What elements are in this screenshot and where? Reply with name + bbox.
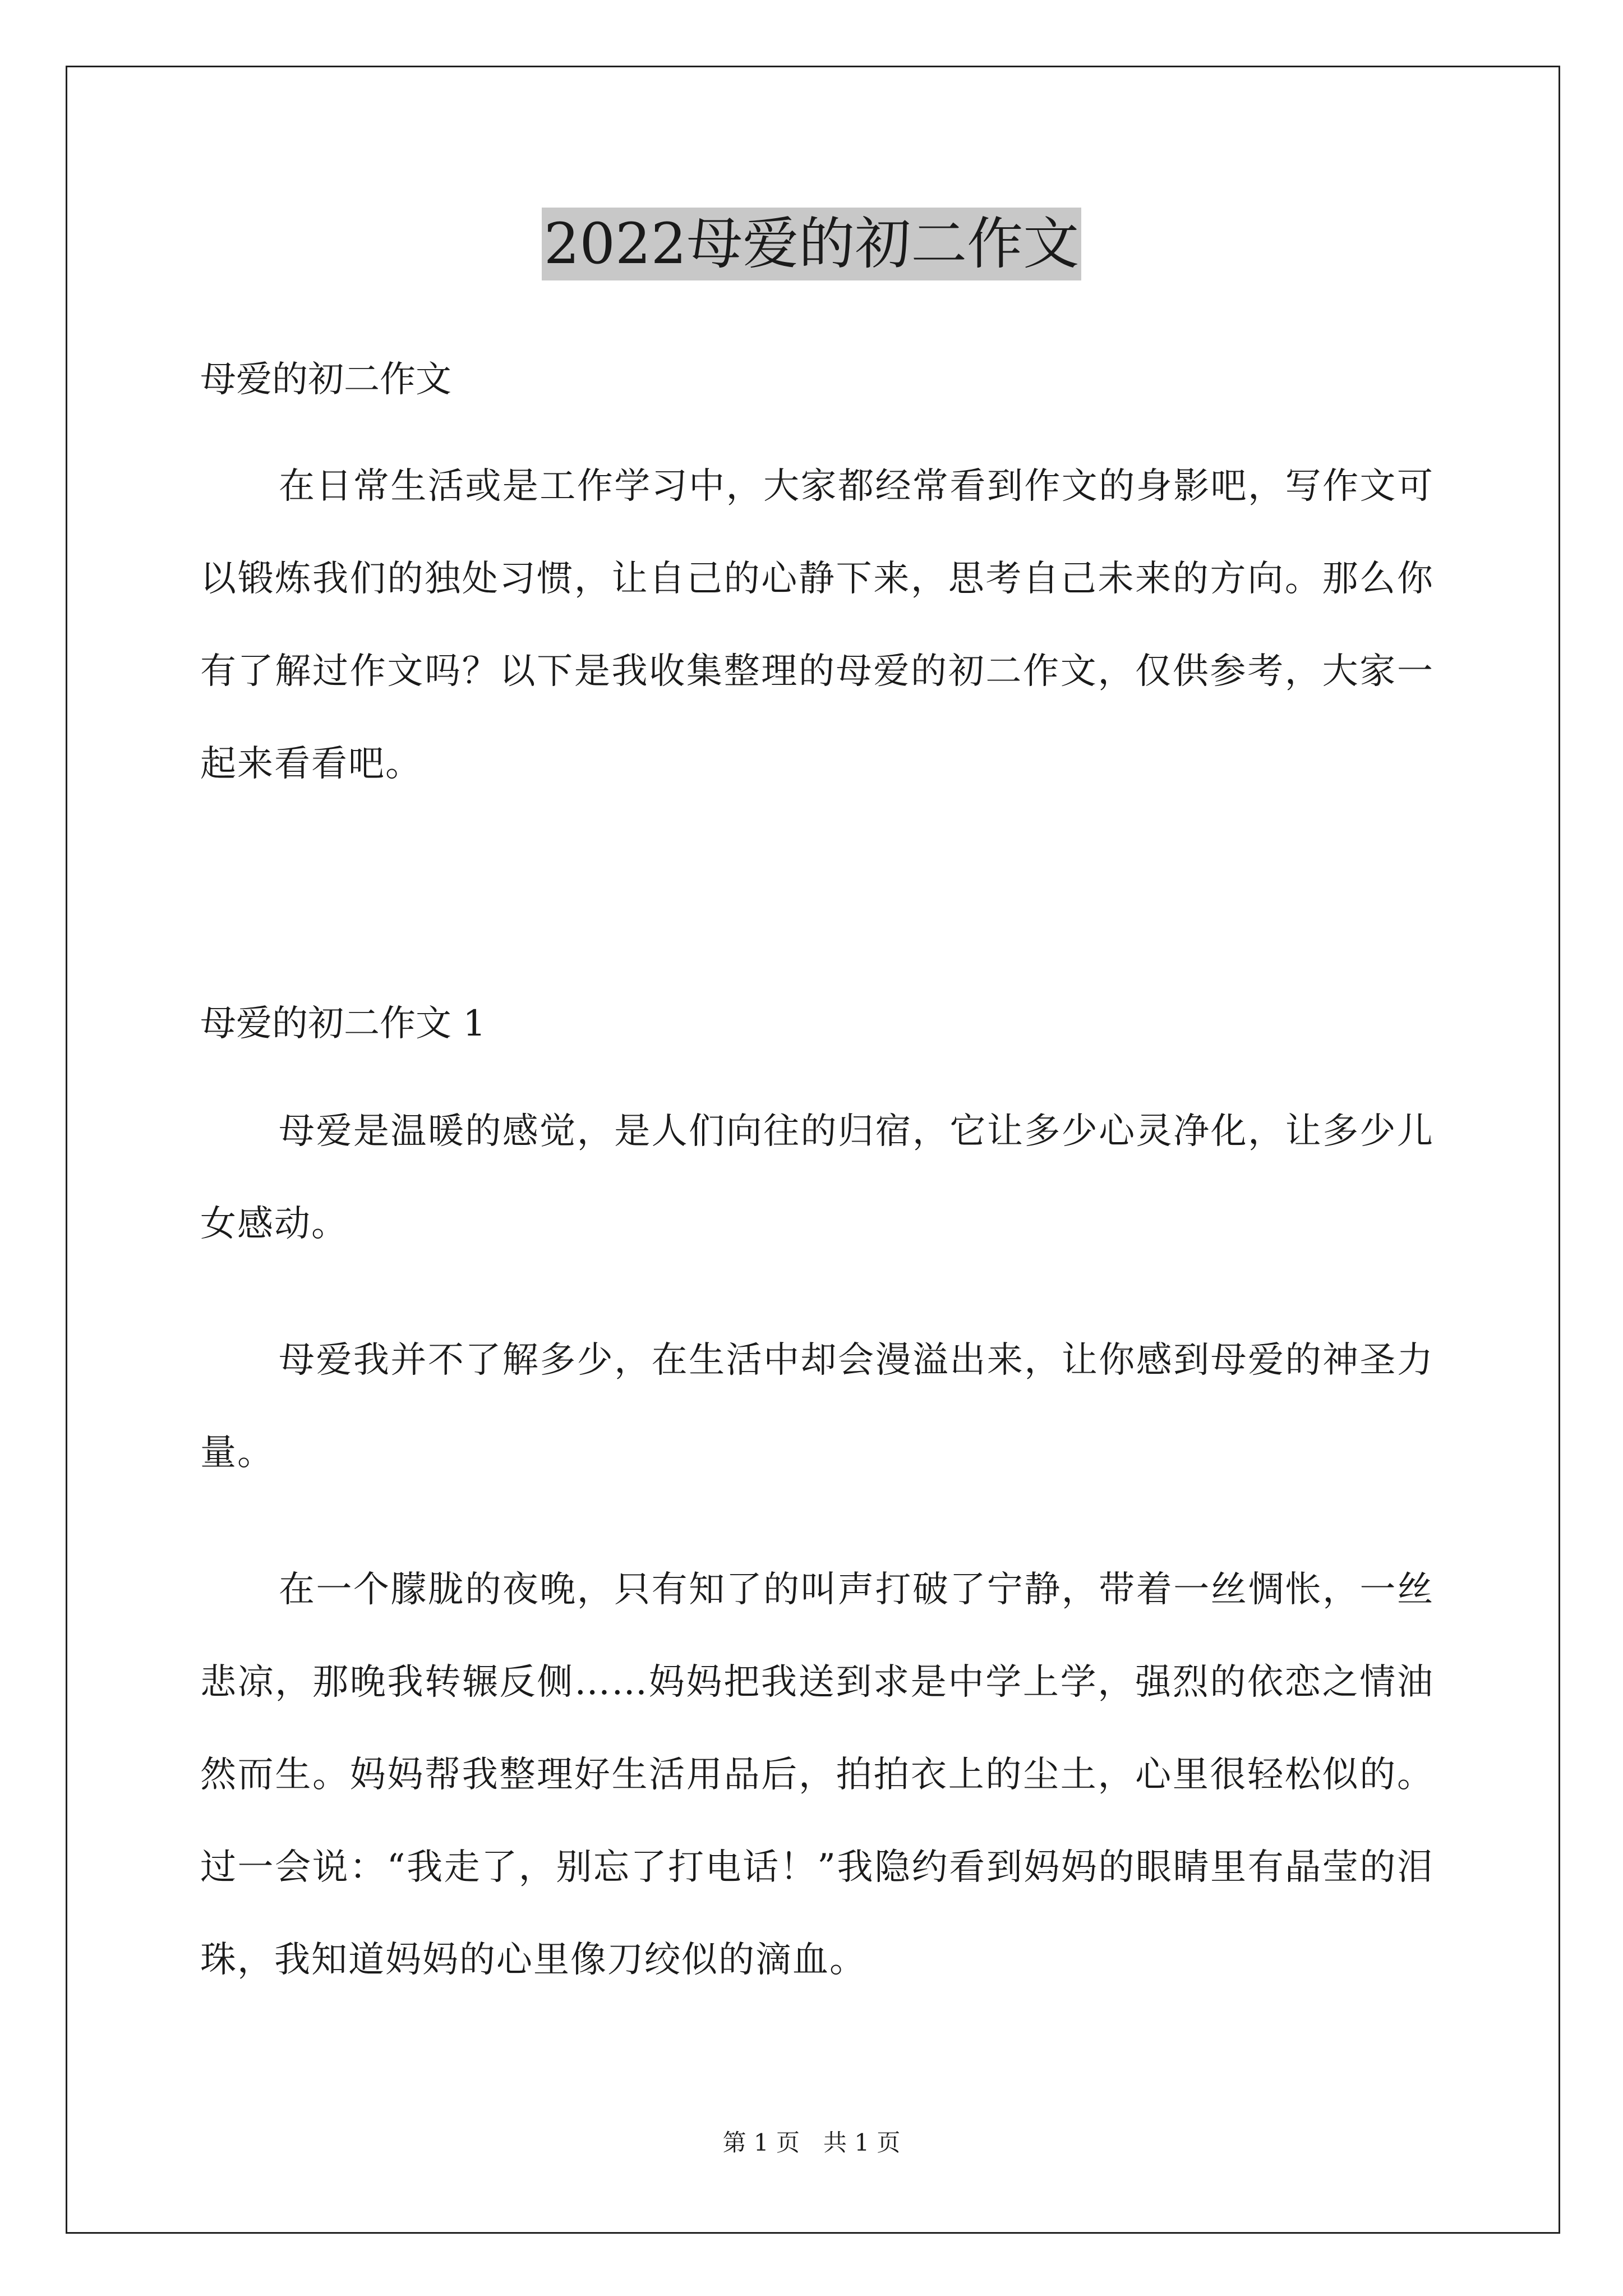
subtitle: 母爱的初二作文: [200, 359, 451, 401]
intro-paragraph: 在日常生活或是工作学习中，大家都经常看到作文的身影吧，写作文可以锻炼我们的独处习惯，让自己的心静下来，思考自己未来的方向。那么你有了解过作文吗？以下是我收集整理的母爱的初二作文，仅供参考，大家一起来看看吧。: [200, 466, 1434, 785]
title-container: [0, 208, 1623, 280]
body-paragraph: 母爱是温暖的感觉，是人们向往的归宿，它让多少心灵净化，让多少儿女感动。: [200, 1111, 1434, 1245]
document-title: 2022母爱的初二作文: [542, 208, 1082, 280]
page-footer: 第 1 页 共 1 页: [722, 2129, 901, 2156]
section-heading: 母爱的初二作文 1: [200, 1003, 486, 1045]
body-paragraph: 在一个朦胧的夜晚，只有知了的叫声打破了宁静，带着一丝惆怅，一丝悲凉，那晚我转辗反侧……妈妈把我送到求是中学上学，强烈的依恋之情油然而生。妈妈帮我整理好生活用品后，拍拍衣上的尘土，心里很轻松似的。过一会说：“我走了，别忘了打电话！”我隐约看到妈妈的眼睛里有晶莹的泪珠，我知道妈妈的心里像刀绞似的滴血。: [200, 1569, 1434, 1981]
body-paragraph: 母爱我并不了解多少，在生活中却会漫溢出来，让你感到母爱的神圣力量。: [200, 1340, 1434, 1474]
